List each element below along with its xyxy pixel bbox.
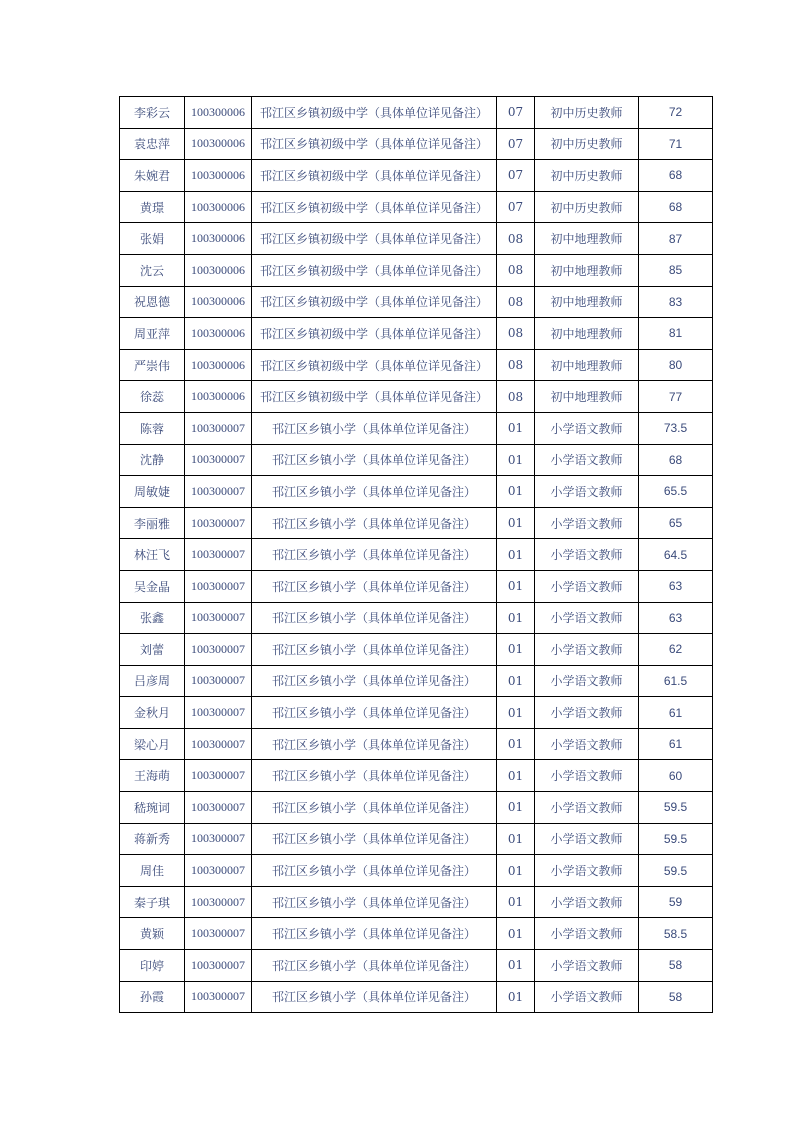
candidate-name-cell: 周亚萍: [120, 318, 185, 350]
table-row: [120, 665, 713, 697]
employer-unit-cell: 邗江区乡镇小学（具体单位详见备注）: [252, 981, 497, 1013]
table-row: [120, 918, 713, 950]
job-title-cell: 初中地理教师: [535, 223, 639, 255]
employer-unit-cell: 邗江区乡镇初级中学（具体单位详见备注）: [252, 223, 497, 255]
job-title-cell: 小学语文教师: [535, 728, 639, 760]
employer-unit-cell: 邗江区乡镇小学（具体单位详见备注）: [252, 950, 497, 982]
job-title-cell: 初中地理教师: [535, 318, 639, 350]
job-code-cell: 01: [497, 886, 535, 918]
position-code-cell: 100300007: [185, 444, 252, 476]
job-title-cell: 小学语文教师: [535, 476, 639, 508]
position-code-cell: 100300006: [185, 286, 252, 318]
employer-unit-cell: 邗江区乡镇小学（具体单位详见备注）: [252, 886, 497, 918]
job-title-cell: 小学语文教师: [535, 950, 639, 982]
table-row: [120, 160, 713, 192]
candidate-name-cell: 蒋新秀: [120, 823, 185, 855]
position-code-cell: 100300007: [185, 950, 252, 982]
position-code-cell: 100300006: [185, 318, 252, 350]
table-row: [120, 97, 713, 129]
table-row: [120, 570, 713, 602]
score-cell: 58: [639, 981, 713, 1013]
job-code-cell: 01: [497, 918, 535, 950]
table-row: [120, 855, 713, 887]
job-code-cell: 01: [497, 823, 535, 855]
candidate-name-cell: 徐蕊: [120, 381, 185, 413]
employer-unit-cell: 邗江区乡镇小学（具体单位详见备注）: [252, 792, 497, 824]
score-cell: 63: [639, 602, 713, 634]
employer-unit-cell: 邗江区乡镇初级中学（具体单位详见备注）: [252, 128, 497, 160]
candidate-name-cell: 李彩云: [120, 97, 185, 129]
score-cell: 59.5: [639, 792, 713, 824]
job-code-cell: 01: [497, 412, 535, 444]
job-code-cell: 07: [497, 160, 535, 192]
job-title-cell: 小学语文教师: [535, 444, 639, 476]
table-row: [120, 886, 713, 918]
employer-unit-cell: 邗江区乡镇小学（具体单位详见备注）: [252, 855, 497, 887]
job-title-cell: 小学语文教师: [535, 760, 639, 792]
job-code-cell: 01: [497, 855, 535, 887]
job-code-cell: 08: [497, 286, 535, 318]
employer-unit-cell: 邗江区乡镇小学（具体单位详见备注）: [252, 634, 497, 666]
candidate-name-cell: 沈云: [120, 254, 185, 286]
candidate-name-cell: 张娟: [120, 223, 185, 255]
employer-unit-cell: 邗江区乡镇初级中学（具体单位详见备注）: [252, 318, 497, 350]
position-code-cell: 100300006: [185, 128, 252, 160]
employer-unit-cell: 邗江区乡镇小学（具体单位详见备注）: [252, 539, 497, 571]
job-title-cell: 小学语文教师: [535, 855, 639, 887]
table-row: [120, 602, 713, 634]
score-cell: 80: [639, 349, 713, 381]
results-table: [119, 96, 713, 1013]
position-code-cell: 100300007: [185, 792, 252, 824]
candidate-name-cell: 梁心月: [120, 728, 185, 760]
candidate-name-cell: 刘蕾: [120, 634, 185, 666]
employer-unit-cell: 邗江区乡镇小学（具体单位详见备注）: [252, 602, 497, 634]
position-code-cell: 100300007: [185, 697, 252, 729]
table-row: [120, 128, 713, 160]
table-row: [120, 539, 713, 571]
job-code-cell: 01: [497, 950, 535, 982]
job-code-cell: 07: [497, 128, 535, 160]
job-title-cell: 小学语文教师: [535, 412, 639, 444]
employer-unit-cell: 邗江区乡镇小学（具体单位详见备注）: [252, 665, 497, 697]
score-cell: 63: [639, 570, 713, 602]
candidate-name-cell: 李丽雅: [120, 507, 185, 539]
score-cell: 59.5: [639, 855, 713, 887]
job-code-cell: 08: [497, 223, 535, 255]
score-cell: 64.5: [639, 539, 713, 571]
employer-unit-cell: 邗江区乡镇小学（具体单位详见备注）: [252, 444, 497, 476]
candidate-name-cell: 王海萌: [120, 760, 185, 792]
score-cell: 87: [639, 223, 713, 255]
employer-unit-cell: 邗江区乡镇初级中学（具体单位详见备注）: [252, 191, 497, 223]
job-code-cell: 01: [497, 634, 535, 666]
position-code-cell: 100300007: [185, 412, 252, 444]
employer-unit-cell: 邗江区乡镇初级中学（具体单位详见备注）: [252, 254, 497, 286]
candidate-name-cell: 金秋月: [120, 697, 185, 729]
job-code-cell: 01: [497, 792, 535, 824]
job-title-cell: 小学语文教师: [535, 570, 639, 602]
score-cell: 81: [639, 318, 713, 350]
employer-unit-cell: 邗江区乡镇小学（具体单位详见备注）: [252, 823, 497, 855]
candidate-name-cell: 沈静: [120, 444, 185, 476]
score-cell: 77: [639, 381, 713, 413]
score-cell: 65: [639, 507, 713, 539]
employer-unit-cell: 邗江区乡镇初级中学（具体单位详见备注）: [252, 286, 497, 318]
table-row: [120, 792, 713, 824]
job-title-cell: 小学语文教师: [535, 697, 639, 729]
job-title-cell: 初中历史教师: [535, 160, 639, 192]
job-code-cell: 07: [497, 97, 535, 129]
candidate-name-cell: 黄璟: [120, 191, 185, 223]
job-title-cell: 小学语文教师: [535, 665, 639, 697]
employer-unit-cell: 邗江区乡镇小学（具体单位详见备注）: [252, 728, 497, 760]
score-cell: 72: [639, 97, 713, 129]
table-row: [120, 697, 713, 729]
score-cell: 58.5: [639, 918, 713, 950]
position-code-cell: 100300007: [185, 918, 252, 950]
score-cell: 59: [639, 886, 713, 918]
position-code-cell: 100300007: [185, 886, 252, 918]
job-title-cell: 小学语文教师: [535, 539, 639, 571]
job-title-cell: 初中历史教师: [535, 128, 639, 160]
job-code-cell: 01: [497, 760, 535, 792]
candidate-name-cell: 严崇伟: [120, 349, 185, 381]
candidate-name-cell: 张鑫: [120, 602, 185, 634]
job-code-cell: 01: [497, 697, 535, 729]
job-code-cell: 07: [497, 191, 535, 223]
job-title-cell: 初中历史教师: [535, 191, 639, 223]
job-code-cell: 01: [497, 444, 535, 476]
job-code-cell: 01: [497, 539, 535, 571]
table-row: [120, 507, 713, 539]
employer-unit-cell: 邗江区乡镇初级中学（具体单位详见备注）: [252, 97, 497, 129]
job-title-cell: 初中地理教师: [535, 381, 639, 413]
job-code-cell: 01: [497, 570, 535, 602]
score-cell: 73.5: [639, 412, 713, 444]
candidate-name-cell: 陈蓉: [120, 412, 185, 444]
candidate-name-cell: 朱婉君: [120, 160, 185, 192]
table-row: [120, 254, 713, 286]
score-cell: 61: [639, 697, 713, 729]
employer-unit-cell: 邗江区乡镇小学（具体单位详见备注）: [252, 918, 497, 950]
job-title-cell: 小学语文教师: [535, 918, 639, 950]
job-code-cell: 08: [497, 349, 535, 381]
position-code-cell: 100300006: [185, 97, 252, 129]
employer-unit-cell: 邗江区乡镇小学（具体单位详见备注）: [252, 476, 497, 508]
employer-unit-cell: 邗江区乡镇小学（具体单位详见备注）: [252, 697, 497, 729]
employer-unit-cell: 邗江区乡镇初级中学（具体单位详见备注）: [252, 349, 497, 381]
position-code-cell: 100300007: [185, 539, 252, 571]
score-cell: 61: [639, 728, 713, 760]
position-code-cell: 100300007: [185, 855, 252, 887]
table-row: [120, 760, 713, 792]
score-cell: 65.5: [639, 476, 713, 508]
position-code-cell: 100300007: [185, 476, 252, 508]
job-title-cell: 初中地理教师: [535, 286, 639, 318]
position-code-cell: 100300006: [185, 160, 252, 192]
position-code-cell: 100300007: [185, 728, 252, 760]
position-code-cell: 100300006: [185, 349, 252, 381]
table-row: [120, 728, 713, 760]
position-code-cell: 100300006: [185, 223, 252, 255]
job-code-cell: 08: [497, 381, 535, 413]
employer-unit-cell: 邗江区乡镇初级中学（具体单位详见备注）: [252, 381, 497, 413]
table-row: [120, 223, 713, 255]
score-cell: 68: [639, 444, 713, 476]
position-code-cell: 100300007: [185, 981, 252, 1013]
employer-unit-cell: 邗江区乡镇小学（具体单位详见备注）: [252, 507, 497, 539]
table-row: [120, 412, 713, 444]
candidate-name-cell: 秦子琪: [120, 886, 185, 918]
candidate-name-cell: 孙霞: [120, 981, 185, 1013]
job-code-cell: 01: [497, 665, 535, 697]
job-title-cell: 小学语文教师: [535, 507, 639, 539]
employer-unit-cell: 邗江区乡镇小学（具体单位详见备注）: [252, 760, 497, 792]
job-title-cell: 初中历史教师: [535, 97, 639, 129]
table-row: [120, 381, 713, 413]
candidate-name-cell: 周佳: [120, 855, 185, 887]
employer-unit-cell: 邗江区乡镇小学（具体单位详见备注）: [252, 570, 497, 602]
job-code-cell: 01: [497, 981, 535, 1013]
table-row: [120, 823, 713, 855]
candidate-name-cell: 吕彦周: [120, 665, 185, 697]
position-code-cell: 100300006: [185, 254, 252, 286]
table-row: [120, 349, 713, 381]
job-title-cell: 小学语文教师: [535, 602, 639, 634]
score-cell: 83: [639, 286, 713, 318]
table-row: [120, 950, 713, 982]
candidate-name-cell: 祝恩德: [120, 286, 185, 318]
candidate-name-cell: 吴金晶: [120, 570, 185, 602]
job-code-cell: 08: [497, 318, 535, 350]
candidate-name-cell: 黄颖: [120, 918, 185, 950]
score-cell: 62: [639, 634, 713, 666]
position-code-cell: 100300007: [185, 570, 252, 602]
candidate-name-cell: 林汪飞: [120, 539, 185, 571]
job-code-cell: 01: [497, 602, 535, 634]
table-row: [120, 444, 713, 476]
position-code-cell: 100300006: [185, 381, 252, 413]
score-cell: 68: [639, 160, 713, 192]
table-row: [120, 476, 713, 508]
job-title-cell: 初中地理教师: [535, 349, 639, 381]
score-cell: 59.5: [639, 823, 713, 855]
score-cell: 61.5: [639, 665, 713, 697]
table-row: [120, 286, 713, 318]
employer-unit-cell: 邗江区乡镇小学（具体单位详见备注）: [252, 412, 497, 444]
position-code-cell: 100300006: [185, 191, 252, 223]
job-code-cell: 01: [497, 476, 535, 508]
job-title-cell: 小学语文教师: [535, 981, 639, 1013]
score-cell: 68: [639, 191, 713, 223]
table-row: [120, 318, 713, 350]
job-code-cell: 08: [497, 254, 535, 286]
score-cell: 85: [639, 254, 713, 286]
candidate-name-cell: 嵇琬词: [120, 792, 185, 824]
job-code-cell: 01: [497, 507, 535, 539]
position-code-cell: 100300007: [185, 760, 252, 792]
position-code-cell: 100300007: [185, 602, 252, 634]
score-cell: 58: [639, 950, 713, 982]
employer-unit-cell: 邗江区乡镇初级中学（具体单位详见备注）: [252, 160, 497, 192]
table-row: [120, 634, 713, 666]
job-title-cell: 小学语文教师: [535, 886, 639, 918]
candidate-name-cell: 印婷: [120, 950, 185, 982]
position-code-cell: 100300007: [185, 507, 252, 539]
table-row: [120, 981, 713, 1013]
score-cell: 60: [639, 760, 713, 792]
position-code-cell: 100300007: [185, 823, 252, 855]
job-title-cell: 初中地理教师: [535, 254, 639, 286]
candidate-name-cell: 周敏婕: [120, 476, 185, 508]
position-code-cell: 100300007: [185, 665, 252, 697]
table-row: [120, 191, 713, 223]
candidate-name-cell: 袁忠萍: [120, 128, 185, 160]
table-body: [120, 97, 713, 1013]
job-title-cell: 小学语文教师: [535, 823, 639, 855]
job-title-cell: 小学语文教师: [535, 634, 639, 666]
job-title-cell: 小学语文教师: [535, 792, 639, 824]
score-cell: 71: [639, 128, 713, 160]
position-code-cell: 100300007: [185, 634, 252, 666]
job-code-cell: 01: [497, 728, 535, 760]
